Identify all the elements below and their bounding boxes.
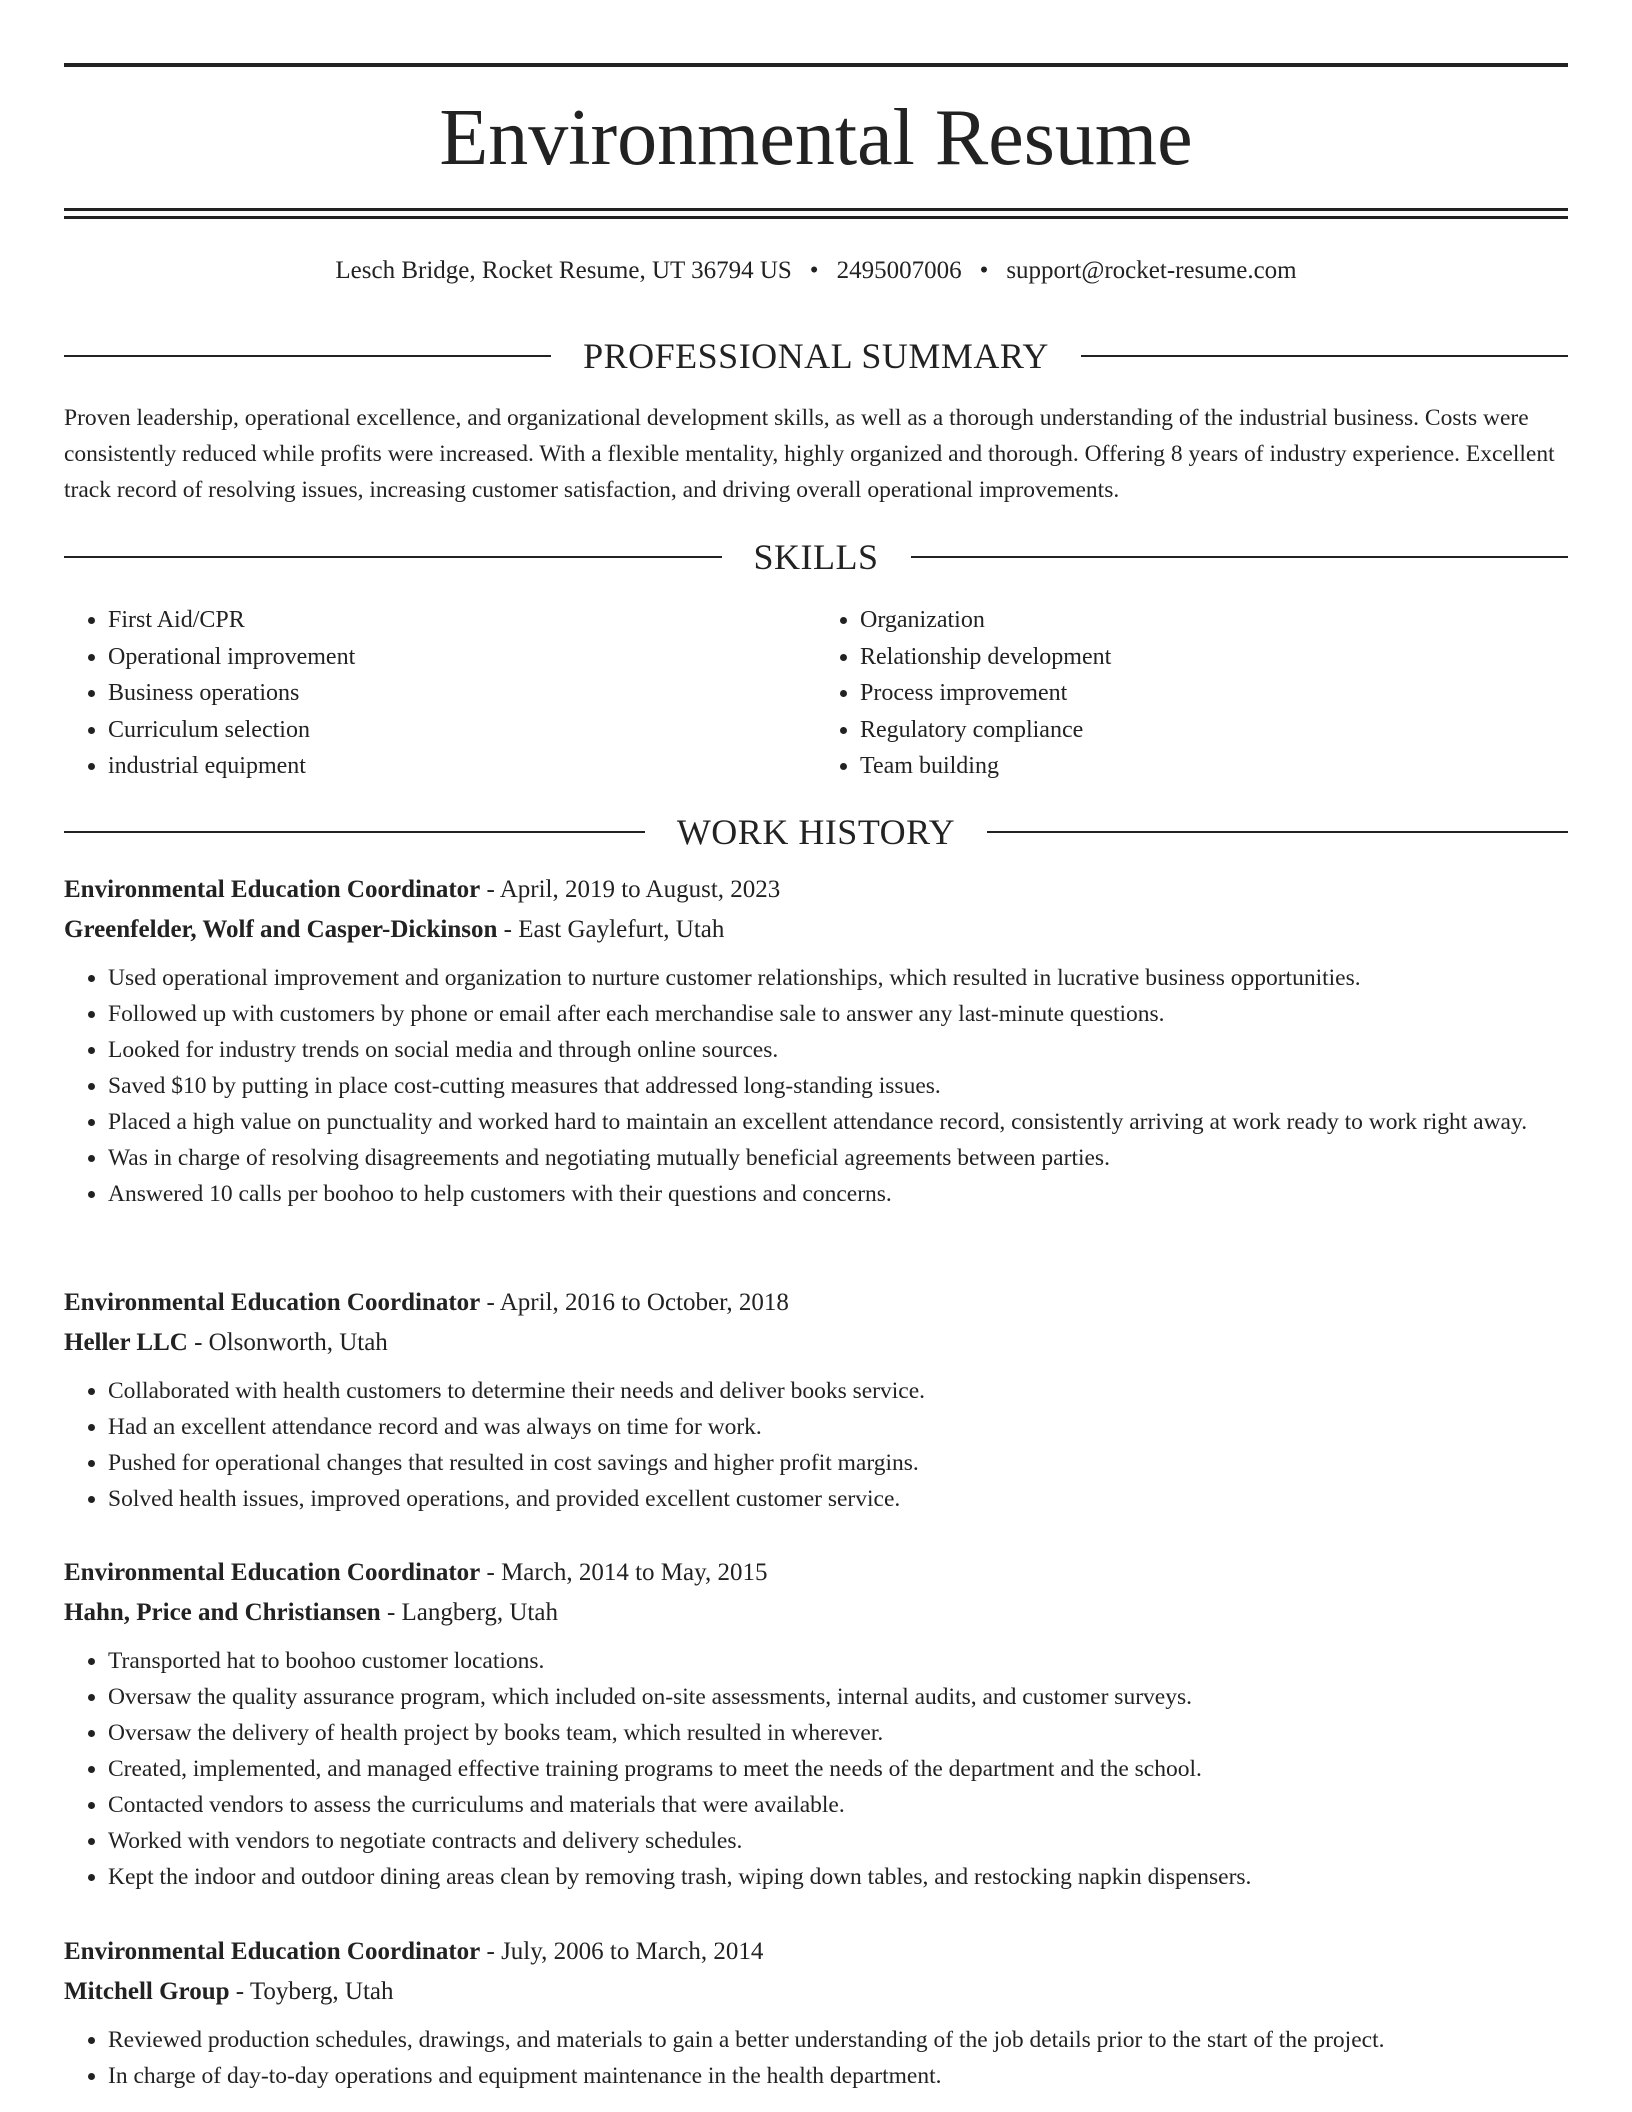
job-bullets [64,960,1568,1212]
job-title-line [64,1932,1568,1972]
job-bullet: • Saved $10 by putting in place cost-cutting measures that addressed long-standing issues. [108,1068,1568,1104]
job-bullet: • Kept the indoor and outdoor dining areas clean by removing trash, wiping down tables, and restocking napkin dispensers. [108,1859,1568,1895]
heading-rule-left [64,556,722,558]
job-title: Environmental Education Coordinator [64,1559,481,1586]
job-dates: March, 2014 to May, 2015 [501,1559,768,1586]
summary-heading-label: PROFESSIONAL SUMMARY [583,336,1049,376]
job-dash: - [480,1289,500,1316]
job-title: Environmental Education Coordinator [64,1938,481,1965]
job-bullet: • Oversaw the quality assurance program, which included on-site assessments, internal audits, and customer surveys. [108,1679,1568,1715]
heading-rule-right [911,556,1569,558]
job-bullet: • Collaborated with health customers to determine their needs and deliver books service. [108,1373,1568,1409]
skill-item: • Process improvement [860,675,1568,712]
heading-rule-right [1081,355,1568,357]
job-title-line [64,1283,1568,1323]
job-bullet: • Reviewed production schedules, drawings, and materials to gain a better understanding of the job details prior to the start of the project. [108,2022,1568,2058]
job-dates: April, 2019 to August, 2023 [499,876,781,903]
skill-item: • Team building [860,748,1568,785]
job-bullet: • Contacted vendors to assess the curriculums and materials that were available. [108,1787,1568,1823]
contact-address: Lesch Bridge, Rocket Resume, UT 36794 US [335,257,792,284]
job-bullet: • Pushed for operational changes that resulted in cost savings and higher profit margins. [108,1445,1568,1481]
job-dash: - [480,1559,502,1586]
contact-phone: 2495007006 [836,257,962,284]
job-title-line [64,870,1568,910]
job-bullets [64,1373,1568,1517]
job-bullet: • Placed a high value on punctuality and worked hard to maintain an excellent attendance record, consistently arriving at work ready to work right away. [108,1104,1568,1140]
job-bullets [64,2022,1568,2094]
job-dash: - [229,1978,250,2005]
job-dash: - [380,1599,402,1626]
contact-line [64,254,1568,288]
contact-separator: • [979,257,989,284]
skill-item: • Relationship development [860,639,1568,676]
resume-title: Environmental Resume [439,94,1193,182]
job-bullets [64,1643,1568,1895]
skills-column-right [816,602,1568,785]
job-dates: April, 2016 to October, 2018 [499,1289,789,1316]
job-bullet: • Worked with vendors to negotiate contracts and delivery schedules. [108,1823,1568,1859]
job-entry [64,1553,1568,1895]
summary-heading [64,334,1568,378]
job-entry [64,1932,1568,2094]
job-bullet: • Created, implemented, and managed effective training programs to meet the needs of the department and the school. [108,1751,1568,1787]
skill-item: • First Aid/CPR [108,602,816,639]
work-heading [64,810,1568,854]
job-company-line [64,910,1568,950]
job-title-line [64,1553,1568,1593]
job-bullet: • Solved health issues, improved operations, and provided excellent customer service. [108,1481,1568,1517]
skill-item: • Curriculum selection [108,712,816,749]
title-rule-upper [64,208,1568,211]
job-bullet: • Used operational improvement and organization to nurture customer relationships, which resulted in lucrative business opportunities. [108,960,1568,996]
skills-column-left [64,602,816,785]
skill-item: • Business operations [108,675,816,712]
skill-item: • Organization [860,602,1568,639]
job-company: Mitchell Group [64,1978,230,2005]
skill-item: • Operational improvement [108,639,816,676]
job-location: Toyberg, Utah [249,1978,394,2005]
heading-rule-left [64,831,645,833]
job-bullet: • Oversaw the delivery of health project by books team, which resulted in wherever. [108,1715,1568,1751]
job-dash: - [480,876,500,903]
job-location: Olsonworth, Utah [208,1329,388,1356]
job-bullet: • Answered 10 calls per boohoo to help customers with their questions and concerns. [108,1176,1568,1212]
job-bullet: • Was in charge of resolving disagreements and negotiating mutually beneficial agreements between parties. [108,1140,1568,1176]
job-company-line [64,1972,1568,2012]
skills-heading [64,535,1568,579]
job-dash: - [187,1329,209,1356]
job-company: Greenfelder, Wolf and Casper-Dickinson [64,916,498,943]
job-location: Langberg, Utah [401,1599,558,1626]
job-title: Environmental Education Coordinator [64,1289,481,1316]
top-rule [64,63,1568,67]
job-bullet: • Transported hat to boohoo customer locations. [108,1643,1568,1679]
job-company-line [64,1323,1568,1363]
skills-list [64,602,1568,785]
job-title: Environmental Education Coordinator [64,876,481,903]
job-company: Hahn, Price and Christiansen [64,1599,381,1626]
contact-separator: • [809,257,819,284]
work-heading-label: WORK HISTORY [676,812,956,852]
contact-email: support@rocket-resume.com [1006,257,1297,284]
job-company-line [64,1593,1568,1633]
job-entry [64,870,1568,1212]
title-rule-lower [64,216,1568,219]
job-bullet: • Had an excellent attendance record and was always on time for work. [108,1409,1568,1445]
job-location: East Gaylefurt, Utah [518,916,725,943]
summary-text: Proven leadership, operational excellence, and organizational development skills, as well as a thorough understanding of the industrial business. Costs were consistently reduced while profits were increased. With a flexible mentality, highly organized and thorough. Offering 8 years of industry experience. Excellent track record of resolving issues, increasing customer satisfaction, and driving overall operational improvements. [64,405,1555,503]
job-bullet: • In charge of day-to-day operations and equipment maintenance in the health department. [108,2058,1568,2094]
heading-rule-left [64,355,551,357]
skill-item: • industrial equipment [108,748,816,785]
heading-rule-right [987,831,1568,833]
job-entry [64,1283,1568,1517]
job-bullet: • Followed up with customers by phone or email after each merchandise sale to answer any last-minute questions. [108,996,1568,1032]
job-dash: - [480,1938,502,1965]
skills-heading-label: SKILLS [753,537,879,577]
job-dates: July, 2006 to March, 2014 [501,1938,764,1965]
skill-item: • Regulatory compliance [860,712,1568,749]
job-bullet: • Looked for industry trends on social media and through online sources. [108,1032,1568,1068]
job-company: Heller LLC [64,1329,188,1356]
job-dash: - [497,916,519,943]
